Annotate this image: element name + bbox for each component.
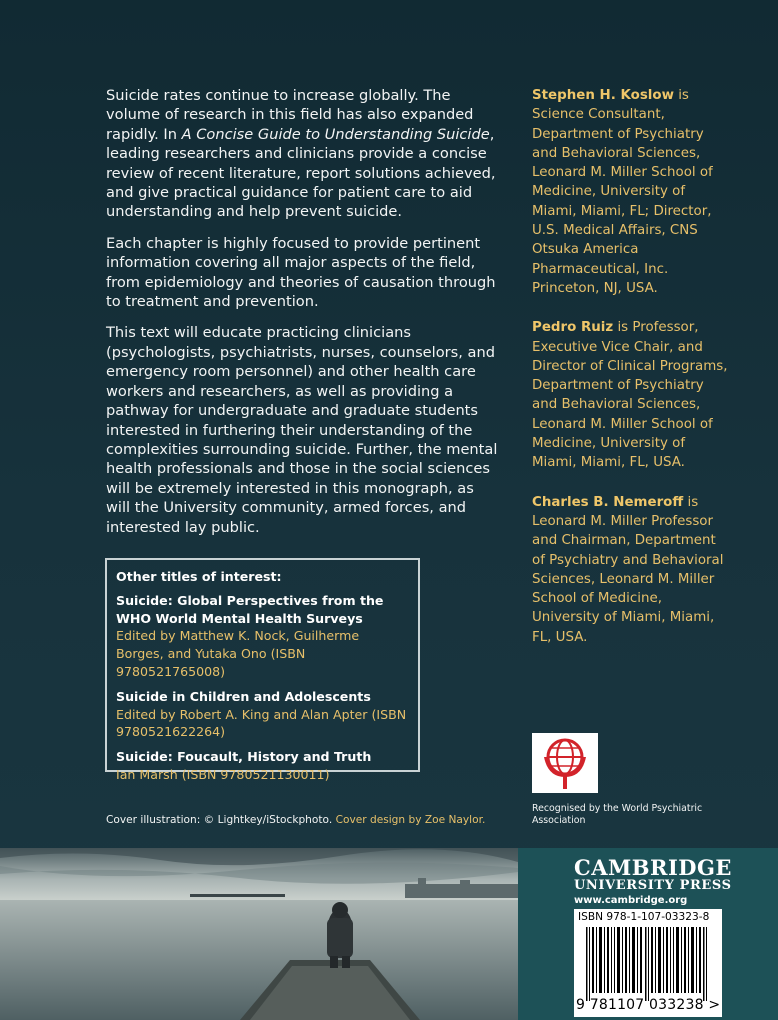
publisher-press: UNIVERSITY PRESS: [574, 878, 732, 893]
isbn-label: ISBN 978-1-107-03323-8: [578, 911, 710, 923]
design-credit: Cover design by Zoe Naylor.: [335, 814, 486, 826]
isbn-digits: 9 781107 033238 >: [576, 997, 721, 1013]
blurb-paragraph-1: [106, 86, 498, 222]
wpa-recognition: Recognised by the World Psychiatric Association: [532, 803, 703, 826]
barcode: [574, 909, 722, 1017]
wpa-emblem-icon: [532, 733, 598, 793]
other-title-name: Suicide: Global Perspectives from the WHO World Mental Health Surveys: [116, 592, 384, 626]
author-bios: [532, 86, 732, 667]
author-description: is Leonard M. Miller Professor and Chairman, Department of Psychiatry and Behavioral Sciences, Leonard M. Miller School of Medicine, University of Miami, Miami, FL, USA.: [532, 494, 724, 645]
author-bio: [532, 86, 732, 298]
author-name: Charles B. Nemeroff: [532, 494, 684, 510]
author-description: is Professor, Executive Vice Chair, and Director of Clinical Programs, Department of Psychiatry and Behavioral Sciences, Leonard M. Miller School of Medicine, University of Miami, Miami, FL, USA.: [532, 320, 728, 471]
publisher-url[interactable]: www.cambridge.org: [574, 895, 688, 906]
other-titles-heading: Other titles of interest:: [116, 569, 282, 584]
author-bio: [532, 493, 732, 647]
blurb-paragraph-3: This text will educate practicing clinicians (psychologists, psychiatrists, nurses, counselors, and emergency room personnel) and other health care workers and researchers, as well as providing a pathway for undergraduate and graduate students interested in furthering their understanding of the complexities surrounding suicide. Further, the mental health professionals and those in the social sciences will be extremely interested in this monograph, as will the University community, armed forces, and interested lay public.: [106, 324, 498, 536]
pier-photo-icon: [0, 848, 518, 1020]
illustration-credit: Cover illustration: © Lightkey/iStockphoto.: [106, 814, 333, 826]
author-name: Pedro Ruiz: [532, 320, 614, 336]
blurb-text: , leading researchers and clinicians provide a concise review of recent literature, report solutions achieved, and give practical guidance for patient care to aid understanding and help prevent suicide.: [106, 125, 496, 221]
other-title-name: Suicide in Children and Adolescents: [116, 688, 371, 704]
other-title-editors: Edited by Robert A. King and Alan Apter (ISBN 9780521622264): [116, 706, 407, 740]
other-title-entry: [116, 688, 409, 741]
other-title-entry: [116, 592, 409, 681]
other-title-editors: Edited by Matthew K. Nock, Guilherme Borges, and Yutaka Ono (ISBN 9780521765008): [116, 628, 360, 679]
author-description: is Science Consultant, Department of Psychiatry and Behavioral Sciences, Leonard M. Miller School of Medicine, University of Miami, Miami, FL; Director, U.S. Medical Affairs, CNS Otsuka America Pharmaceutical, Inc. Princeton, NJ, USA.: [532, 88, 713, 296]
other-title-entry: [116, 748, 409, 784]
publisher-panel: [518, 848, 778, 1020]
blurb-text: Suicide rates continue to increase globally. The volume of research in this field has also expanded rapidly. In: [106, 87, 474, 143]
cover-photo: [0, 848, 518, 1020]
other-title-name: Suicide: Foucault, History and Truth: [116, 749, 372, 765]
other-title-editors: Ian Marsh (ISBN 9780521130011): [116, 766, 330, 782]
cover-credits: [106, 814, 506, 826]
author-name: Stephen H. Koslow: [532, 88, 674, 103]
publisher-name: CAMBRIDGE: [574, 855, 732, 880]
book-title-italic: A Concise Guide to Understanding Suicide: [181, 125, 490, 143]
wpa-logo-icon: [532, 733, 598, 793]
author-bio: [532, 318, 732, 472]
other-titles-box: [105, 558, 420, 782]
blurb: [106, 86, 498, 549]
blurb-paragraph-2: Each chapter is highly focused to provide pertinent information covering all major aspects of the field, from epidemiology and theories of causation through to treatment and prevention.: [106, 234, 496, 311]
